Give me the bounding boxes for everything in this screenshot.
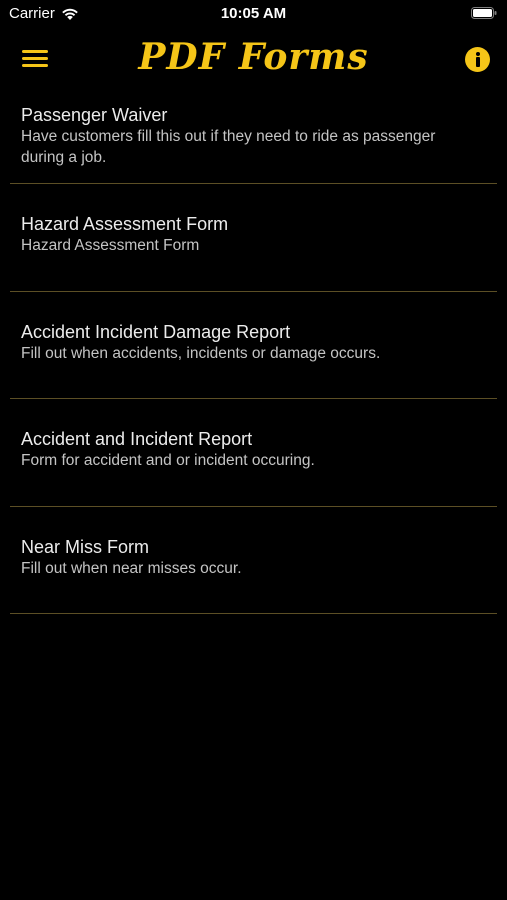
form-subtitle: Have customers fill this out if they need to ride as passenger during a job. xyxy=(21,128,436,166)
form-subtitle: Fill out when near misses occur. xyxy=(21,560,242,577)
form-title: Near Miss Form xyxy=(21,537,150,557)
status-time: 10:05 AM xyxy=(220,5,287,22)
form-title: Passenger Waiver xyxy=(21,105,168,125)
forms-list xyxy=(0,96,507,614)
page-title: PDF Forms xyxy=(138,36,369,78)
form-title: Hazard Assessment Form xyxy=(21,214,229,234)
status-bar xyxy=(0,0,507,28)
battery-icon xyxy=(471,7,497,19)
form-subtitle: Form for accident and or incident occuring. xyxy=(21,452,315,469)
carrier-label: Carrier xyxy=(9,5,55,22)
form-subtitle: Fill out when accidents, incidents or damage occurs. xyxy=(21,345,381,362)
list-item[interactable] xyxy=(10,399,497,507)
list-item[interactable] xyxy=(10,96,497,184)
list-item[interactable] xyxy=(10,184,497,292)
form-title: Accident Incident Damage Report xyxy=(21,322,291,342)
nav-bar xyxy=(0,28,507,96)
list-item[interactable] xyxy=(10,292,497,399)
form-subtitle: Hazard Assessment Form xyxy=(21,237,200,254)
info-icon[interactable] xyxy=(465,47,490,72)
list-item[interactable] xyxy=(10,507,497,614)
form-title: Accident and Incident Report xyxy=(21,429,253,449)
